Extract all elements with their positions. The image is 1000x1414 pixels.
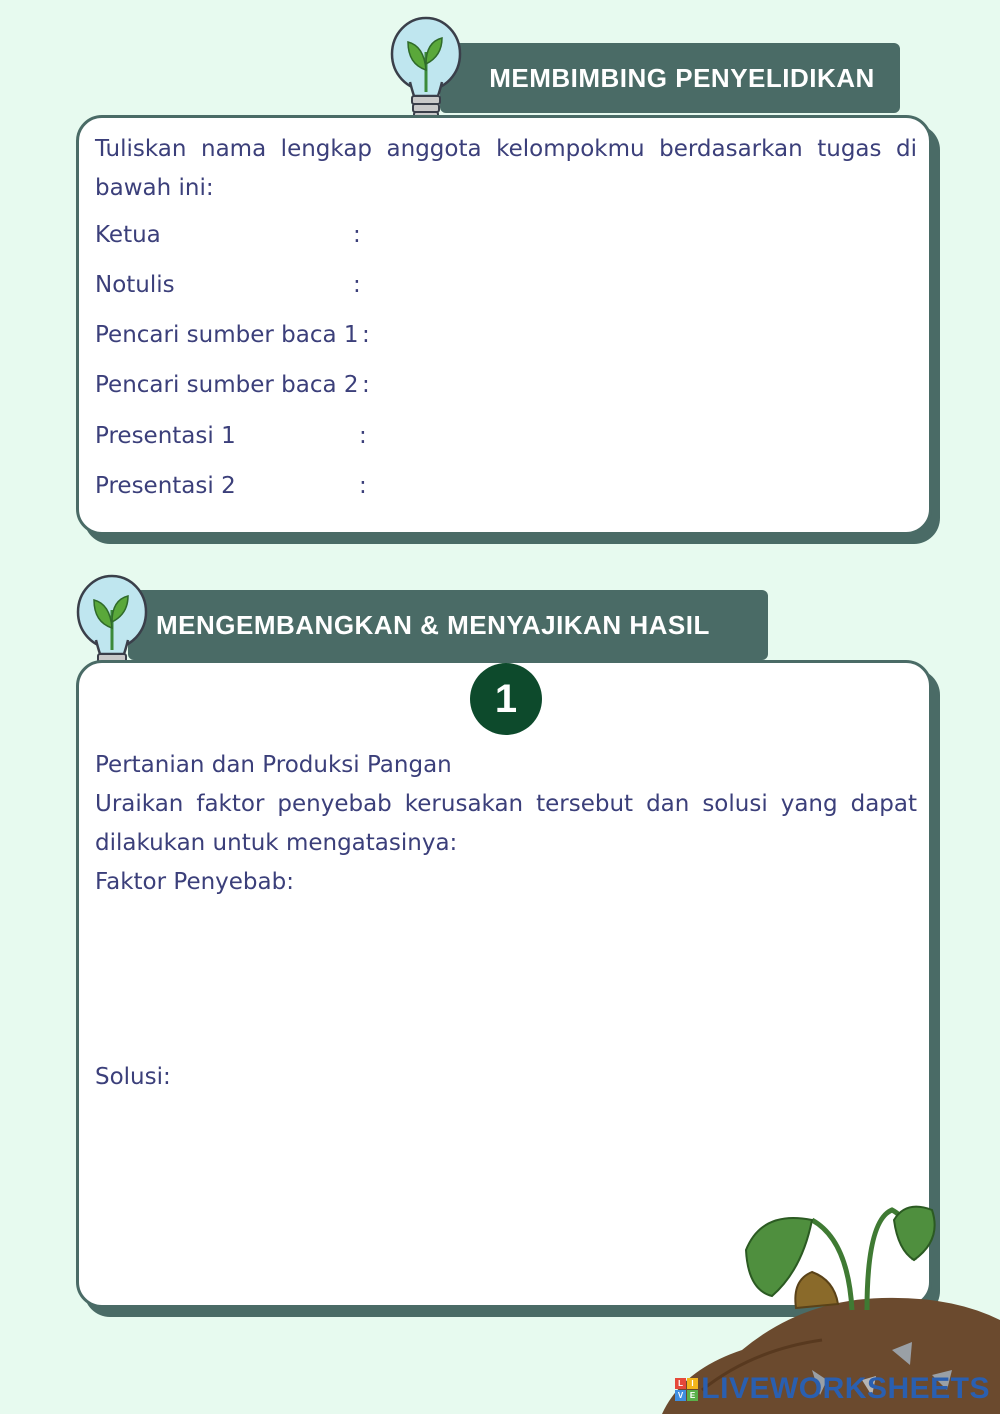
section1-instruction: Tuliskan nama lengkap anggota kelompokmu berdasarkan tugas di bawah ini:	[95, 136, 917, 201]
section2-title: MENGEMBANGKAN & MENYAJIKAN HASIL	[156, 609, 710, 640]
role-separator: :	[353, 222, 361, 248]
section1-title: MEMBIMBING PENYELIDIKAN	[489, 62, 875, 93]
role-label: Pencari sumber baca 2	[95, 372, 359, 398]
logo-letter: L	[675, 1378, 686, 1389]
role-row-notulis	[95, 270, 361, 300]
watermark-text: LIVEWORKSHEETS	[701, 1372, 990, 1405]
role-label: Ketua	[95, 222, 161, 248]
logo-letter: I	[687, 1378, 698, 1389]
role-separator: :	[362, 372, 370, 398]
role-row-pencari-1	[95, 320, 370, 350]
lightbulb-plant-icon	[388, 12, 464, 130]
section1-banner	[440, 43, 900, 113]
role-label: Presentasi 2	[95, 473, 236, 499]
section2-banner	[128, 590, 768, 660]
logo-letter: V	[675, 1390, 686, 1401]
section2-topic: Pertanian dan Produksi Pangan	[95, 752, 452, 778]
role-row-presentasi-2	[95, 471, 367, 501]
role-label: Presentasi 1	[95, 423, 236, 449]
section2-prompt: Uraikan faktor penyebab kerusakan tersebut dan solusi yang dapat dilakukan untuk mengatasinya:	[95, 791, 917, 856]
role-separator: :	[359, 473, 367, 499]
role-separator: :	[359, 423, 367, 449]
logo-letter: E	[687, 1390, 698, 1401]
role-label: Pencari sumber baca 1	[95, 322, 359, 348]
role-row-ketua	[95, 220, 361, 250]
role-row-pencari-2	[95, 370, 370, 400]
liveworksheets-watermark	[675, 1372, 990, 1406]
role-separator: :	[362, 322, 370, 348]
step-number-badge: 1	[470, 663, 542, 735]
role-row-presentasi-1	[95, 421, 367, 451]
role-label: Notulis	[95, 272, 175, 298]
role-separator: :	[353, 272, 361, 298]
solution-label: Solusi:	[95, 1064, 171, 1090]
liveworksheets-logo-icon	[675, 1378, 698, 1401]
factor-label: Faktor Penyebab:	[95, 869, 294, 895]
